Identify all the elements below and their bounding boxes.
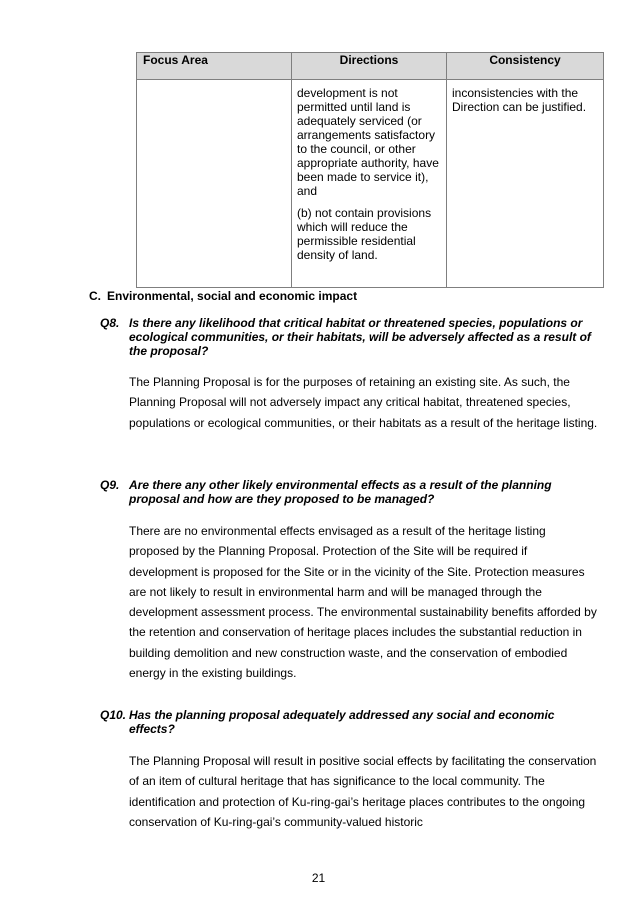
directions-table [136, 52, 604, 288]
question-text-q8: Is there any likelihood that critical habitat or threatened species, populations or ecological communities, or their habitats, will be adversely affected as a result of the proposal? [129, 316, 591, 358]
directions-paragraph-2: (b) not contain provisions which will reduce the permissible residential density of land. [297, 206, 432, 262]
section-letter: C. [89, 289, 101, 303]
section-title: Environmental, social and economic impact [107, 289, 358, 303]
cell-consistency: inconsistencies with the Direction can be justified. [447, 80, 604, 288]
answer-q10: The Planning Proposal will result in positive social effects by facilitating the conservation of an item of cultural heritage that has significance to the local community. The identification and protection of Ku-ring-gai’s heritage places contributes to the ongoing conservation of Ku-ring-gai’s community-valued historic [129, 754, 597, 829]
page-number: 21 [311, 871, 326, 885]
question-number-q10: Q10. [100, 708, 127, 722]
cell-directions [292, 80, 447, 288]
answer-q9: There are no environmental effects envisaged as a result of the heritage listing proposed by the Planning Proposal. Protection of the Site will be required if development is proposed for the Site or in the vicinity of the Site. Protection measures are not likely to result in environmental harm and will be managed through the development assessment process. The environmental sustainability benefits afforded by the retention and conservation of heritage places includes the substantial reduction in building demolition and new construction waste, and the conservation of embodied energy in the existing buildings. [129, 524, 597, 681]
directions-paragraph-1: development is not permitted until land is adequately serviced (or arrangements satisfactory to the council, or other appropriate authority, have been made to service it), and [297, 86, 439, 198]
question-number-q9: Q9. [100, 478, 120, 492]
question-text-q10: Has the planning proposal adequately addressed any social and economic effects? [129, 708, 555, 736]
question-number-q8: Q8. [100, 316, 120, 330]
header-focus-area: Focus Area [137, 53, 292, 80]
table-header-row [137, 53, 604, 80]
cell-focus-area [137, 80, 292, 288]
header-directions: Directions [292, 53, 447, 80]
question-text-q9: Are there any other likely environmental effects as a result of the planning proposal and how are they proposed to be managed? [129, 478, 552, 506]
answer-q8: The Planning Proposal is for the purposes of retaining an existing site. As such, the Planning Proposal will not adversely impact any critical habitat, threatened species, populations or ecological communities, or their habitats as a result of the heritage listing. [129, 375, 598, 430]
header-consistency: Consistency [447, 53, 604, 80]
table-row [137, 80, 604, 288]
section-heading [89, 289, 357, 303]
